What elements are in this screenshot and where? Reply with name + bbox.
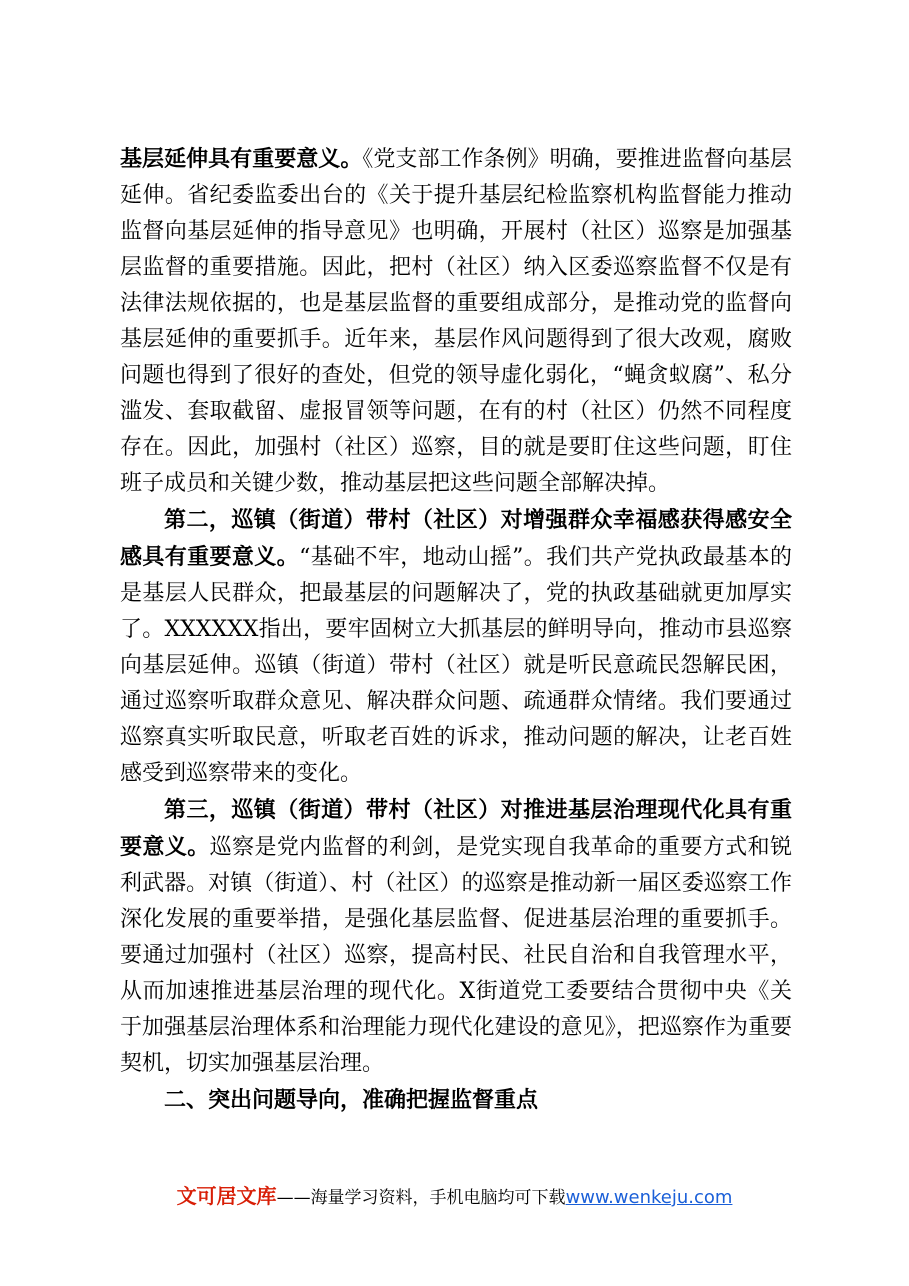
footer-tagline: ——海量学习资料，手机电脑均可下载 [276,1188,566,1208]
paragraph-2-text: “基础不牢，地动山摇”。我们共产党执政最基本的是基层人民群众，把最基层的问题解决了，党的执政基础就更加厚实了。XXXXXX指出，要牢固树立大抓基层的鲜明导向，推动市县巡察向基层延伸。巡镇（街道）带村（社区）就是听民意疏民怨解民困，通过巡察听取群众意见、解决群众问题、疏通群众情绪。我们要通过巡察真实听取民意，听取老百姓的诉求，推动问题的解决，让老百姓感受到巡察带来的变化。 [120,545,792,786]
footer-banner [0,1183,909,1211]
paragraph-3 [120,792,792,1082]
paragraph-1-text: 《党支部工作条例》明确，要推进监督向基层延伸。省纪委监委出台的《关于提升基层纪检监察机构监督能力推动监督向基层延伸的指导意见》也明确，开展村（社区）巡察是加强基层监督的重要措施。因此，把村（社区）纳入区委巡察监督不仅是有法律法规依据的，也是基层监督的重要组成部分，是推动党的监督向基层延伸的重要抓手。近年来，基层作风问题得到了很大改观，腐败问题也得到了很好的查处，但党的领导虚化弱化，“蝇贪蚁腐”、私分滥发、套取截留、虚报冒领等问题，在有的村（社区）仍然不同程度存在。因此，加强村（社区）巡察，目的就是要盯住这些问题，盯住班子成员和关键少数，推动基层把这些问题全部解决掉。 [120,147,792,496]
paragraph-2 [120,502,792,792]
paragraph-3-lead: 第三，巡镇（街道）带村（社区）对推进基层治理现代化具有重要意义。 [120,797,792,860]
paragraph-2-lead: 第二，巡镇（街道）带村（社区）对增强群众幸福感获得感安全感具有重要意义。 [120,507,792,570]
document-body [120,141,792,1118]
paragraph-1-lead: 基层延伸具有重要意义。 [120,146,363,172]
paragraph-3-text: 巡察是党内监督的利剑，是党实现自我革命的重要方式和锐利武器。对镇（街道）、村（社区）的巡察是推动新一届区委巡察工作深化发展的重要举措，是强化基层监督、促进基层治理的重要抓手。要通过加强村（社区）巡察，提高村民、社民自治和自我管理水平，从而加速推进基层治理的现代化。X街道党工委要结合贯彻中央《关于加强基层治理体系和治理能力现代化建设的意见》，把巡察作为重要契机，切实加强基层治理。 [120,835,792,1076]
section-heading: 二、突出问题导向，准确把握监督重点 [164,1087,539,1113]
footer-website-link[interactable]: www.wenkeju.com [565,1187,733,1208]
footer-brand: 文可居文库 [176,1184,277,1208]
paragraph-1 [120,141,792,502]
